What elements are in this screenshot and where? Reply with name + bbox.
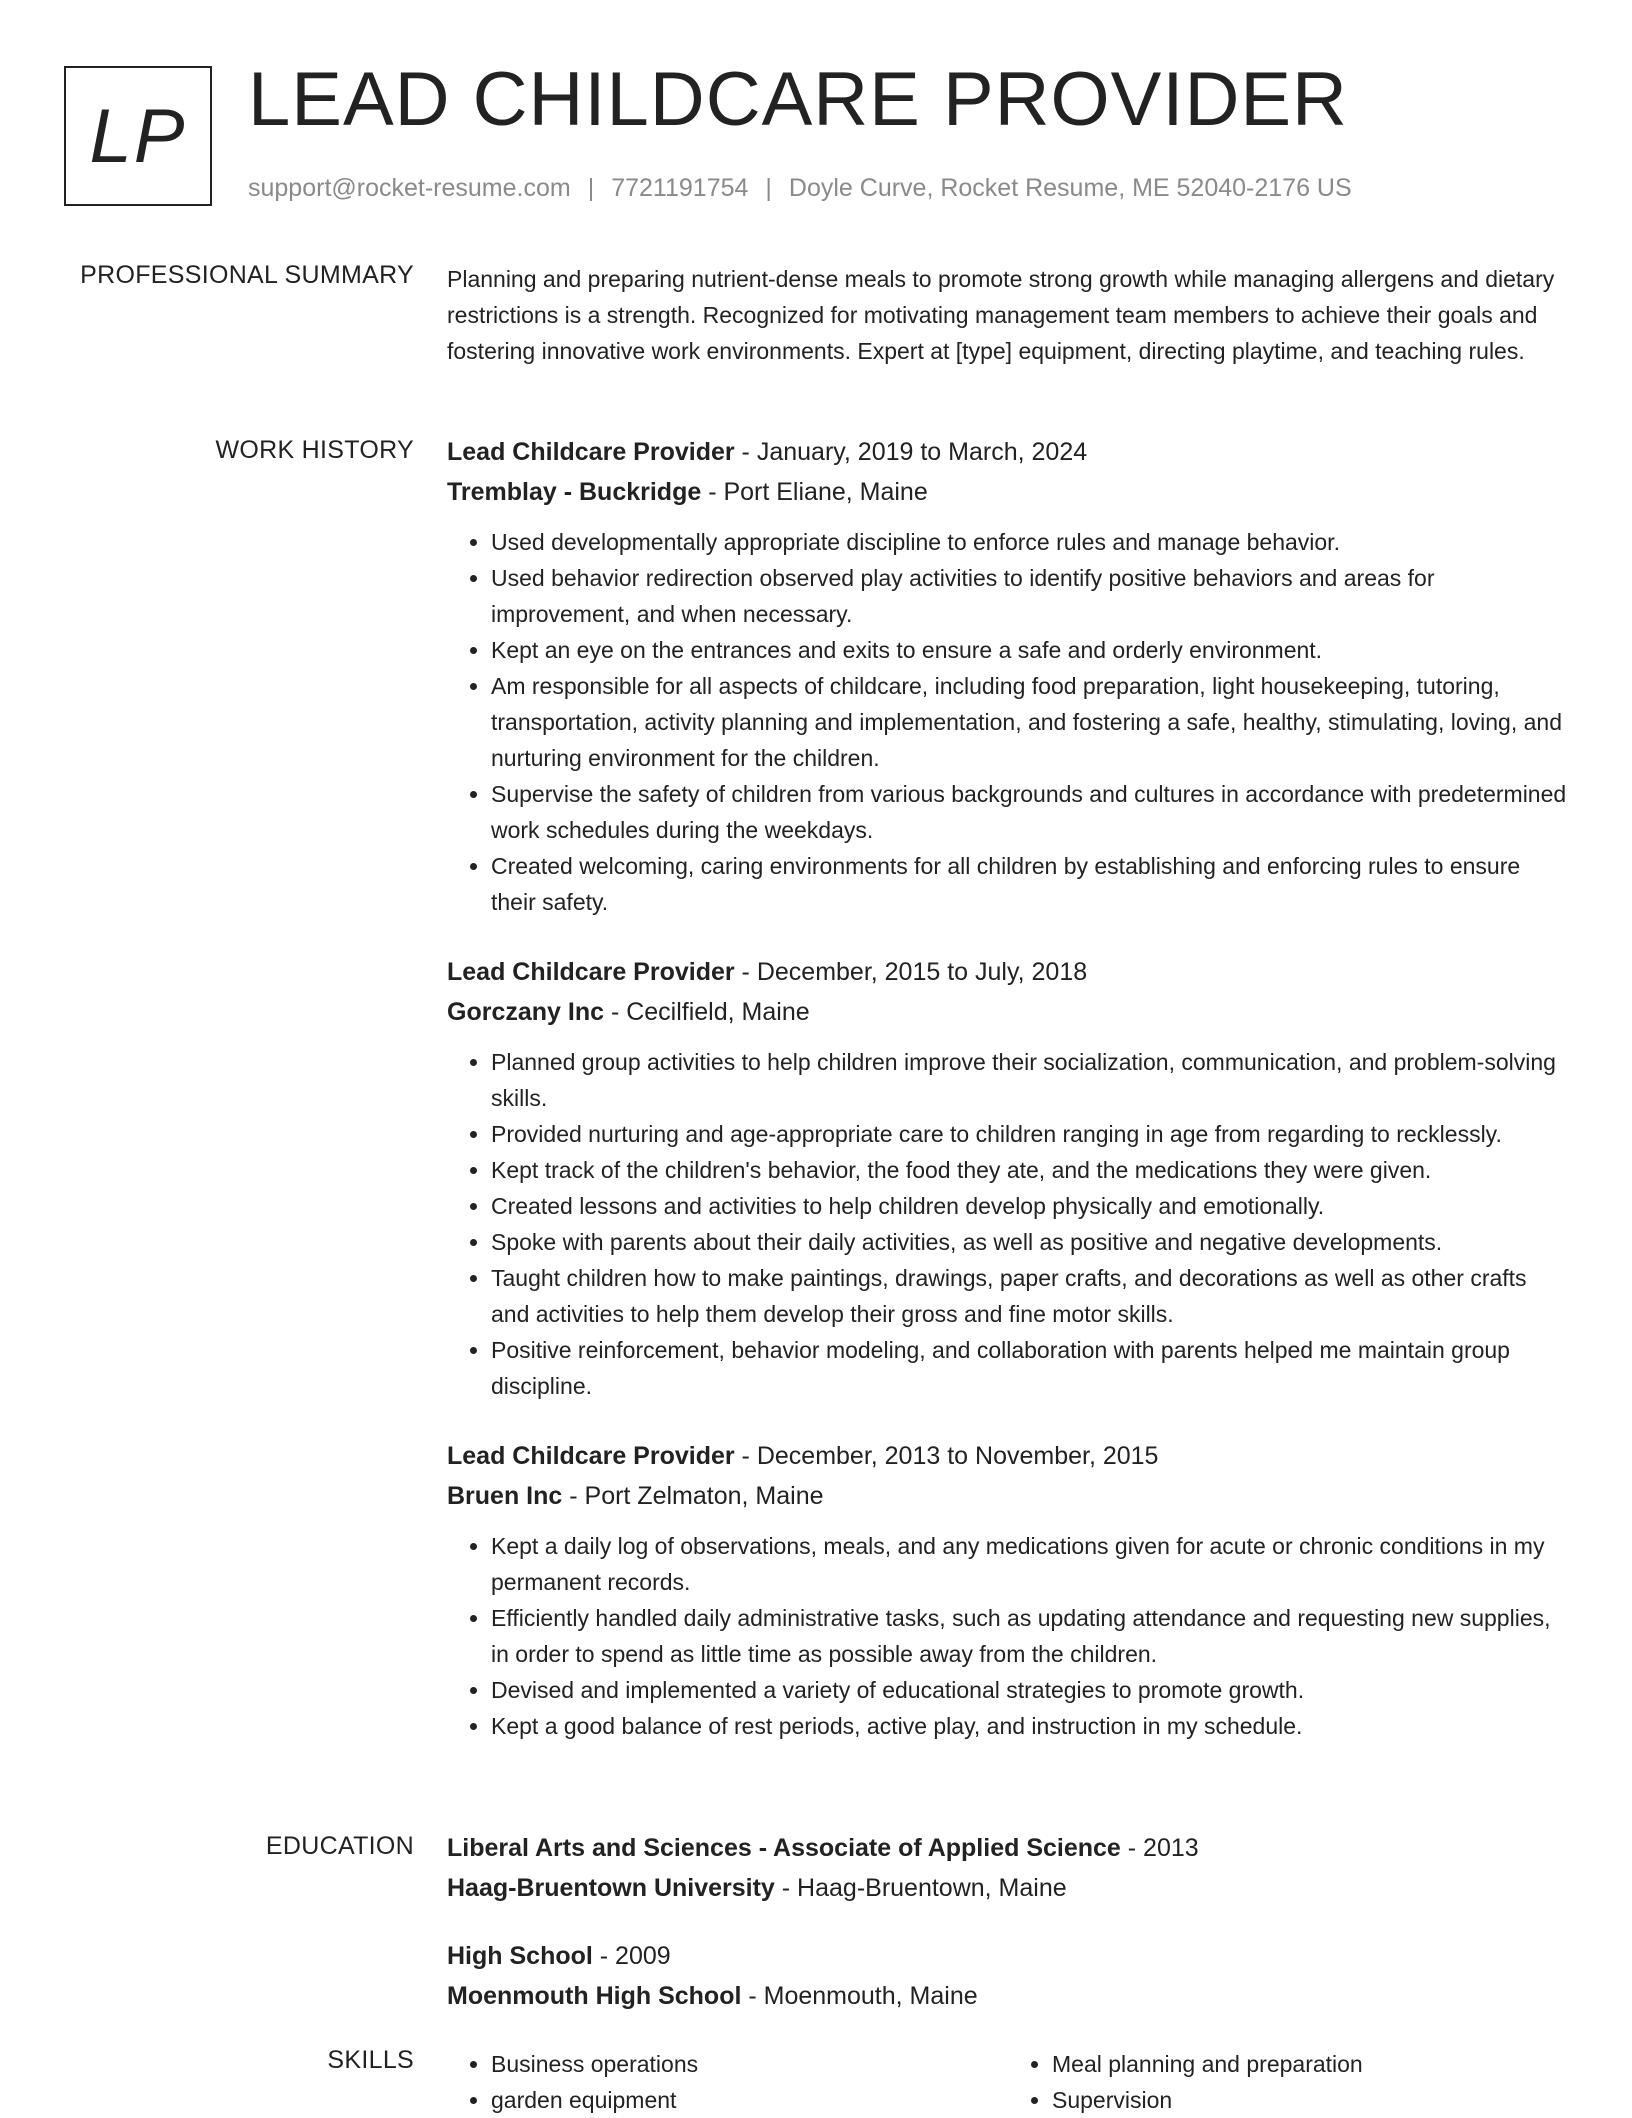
education-entry [447,1828,1569,1908]
section-title-work-history: WORK HISTORY [215,436,414,464]
monogram-logo: LP [64,66,212,206]
degree-line [447,1828,1569,1868]
job-entry [447,432,1569,920]
degree: Liberal Arts and Sciences - Associate of Applied Science [447,1834,1121,1862]
job-title-line [447,952,1569,992]
work-history-body [447,432,1569,1776]
job-bullets [447,524,1569,920]
job-bullets [447,1044,1569,1404]
job-company-line [447,472,1569,512]
job-company: Gorczany Inc [447,998,604,1026]
job-role: Lead Childcare Provider [447,438,735,466]
job-bullet: • Kept a daily log of observations, meals, and any medications given for acute or chronic conditions in my permanent records. [491,1528,1569,1600]
job-company-line [447,992,1569,1032]
job-location: - Port Zelmaton, Maine [562,1482,824,1510]
summary-body [447,261,1569,369]
skills-body [447,2046,1569,2118]
job-bullet: • Planned group activities to help children improve their socialization, communication, and problem-solving skills. [491,1044,1569,1116]
job-bullet: • Kept a good balance of rest periods, active play, and instruction in my schedule. [491,1708,1569,1744]
section-title-summary: PROFESSIONAL SUMMARY [80,261,414,289]
degree: High School [447,1942,593,1970]
job-title-line [447,1436,1569,1476]
job-entry [447,952,1569,1404]
job-location: - Port Eliane, Maine [701,478,928,506]
job-bullet: • Taught children how to make paintings, drawings, paper crafts, and decorations as well as other crafts and activities to help them develop their gross and fine motor skills. [491,1260,1569,1332]
school-location: - Moenmouth, Maine [741,1982,978,2010]
job-bullet: • Created lessons and activities to help children develop physically and emotionally. [491,1188,1569,1224]
contact-separator: | [765,174,772,202]
job-bullet: • Used developmentally appropriate discipline to enforce rules and manage behavior. [491,524,1569,560]
job-company-line [447,1476,1569,1516]
job-bullet: • Devised and implemented a variety of educational strategies to promote growth. [491,1672,1569,1708]
job-role: Lead Childcare Provider [447,1442,735,1470]
skills-list-right [1008,2046,1569,2118]
degree-line [447,1936,1569,1976]
school-location: - Haag-Bruentown, Maine [774,1874,1067,1902]
section-title-skills: SKILLS [327,2046,414,2074]
education-body [447,1828,1569,2044]
job-bullet: • Used behavior redirection observed play activities to identify positive behaviors and areas for improvement, and when necessary. [491,560,1569,632]
skills-list-left [447,2046,1008,2118]
job-bullet: • Kept track of the children's behavior, the food they ate, and the medications they were given. [491,1152,1569,1188]
school: Haag-Bruentown University [447,1874,775,1902]
section-title-education: EDUCATION [265,1832,414,1860]
job-bullet: • Created welcoming, caring environments for all children by establishing and enforcing rules to ensure their safety. [491,848,1569,920]
summary-text: Planning and preparing nutrient-dense meals to promote strong growth while managing allergens and dietary restrictions is a strength. Recognized for motivating management team members to achieve their goals and fostering innovative work environments. Expert at [type] equipment, directing playtime, and teaching rules. [447,266,1555,364]
job-role: Lead Childcare Provider [447,958,735,986]
job-dates: - January, 2019 to March, 2024 [734,438,1088,466]
job-company: Bruen Inc [447,1482,563,1510]
job-entry [447,1436,1569,1744]
job-bullet: • Supervise the safety of children from various backgrounds and cultures in accordance with predetermined work schedules during the weekdays. [491,776,1569,848]
degree-year: - 2013 [1120,1834,1199,1862]
school-line [447,1976,1569,2016]
skills-columns [447,2046,1569,2118]
job-bullet: • Efficiently handled daily administrative tasks, such as updating attendance and requesting new supplies, in order to spend as little time as possible away from the children. [491,1600,1569,1672]
job-bullet: • Provided nurturing and age-appropriate care to children ranging in age from regarding to recklessly. [491,1116,1569,1152]
job-company: Tremblay - Buckridge [447,478,702,506]
contact-address: Doyle Curve, Rocket Resume, ME 52040-2176 US [788,174,1352,202]
contact-line [248,174,1352,203]
contact-phone[interactable]: 7721191754 [611,174,749,202]
job-bullet: • Positive reinforcement, behavior modeling, and collaboration with parents helped me maintain group discipline. [491,1332,1569,1404]
contact-separator: | [587,174,595,202]
skill-item: • Business operations [491,2046,1008,2082]
degree-year: - 2009 [592,1942,671,1970]
job-bullet: • Kept an eye on the entrances and exits to ensure a safe and orderly environment. [491,632,1569,668]
job-dates: - December, 2015 to July, 2018 [734,958,1088,986]
job-bullet: • Spoke with parents about their daily activities, as well as positive and negative developments. [491,1224,1569,1260]
skill-item: • Meal planning and preparation [1052,2046,1569,2082]
school-line [447,1868,1569,1908]
education-entry [447,1936,1569,2016]
school: Moenmouth High School [447,1982,742,2010]
job-location: - Cecilfield, Maine [604,998,810,1026]
contact-email[interactable]: support@rocket-resume.com [248,174,571,202]
job-bullet: • Am responsible for all aspects of childcare, including food preparation, light housekeeping, tutoring, transportation, activity planning and implementation, and fostering a safe, healthy, stimulating, loving, and nurturing environment for the children. [491,668,1569,776]
resume-name: LEAD CHILDCARE PROVIDER [248,57,1348,142]
job-dates: - December, 2013 to November, 2015 [734,1442,1159,1470]
skill-item: • Supervision [1052,2082,1569,2118]
skill-item: • garden equipment [491,2082,1008,2118]
job-title-line [447,432,1569,472]
job-bullets [447,1528,1569,1744]
